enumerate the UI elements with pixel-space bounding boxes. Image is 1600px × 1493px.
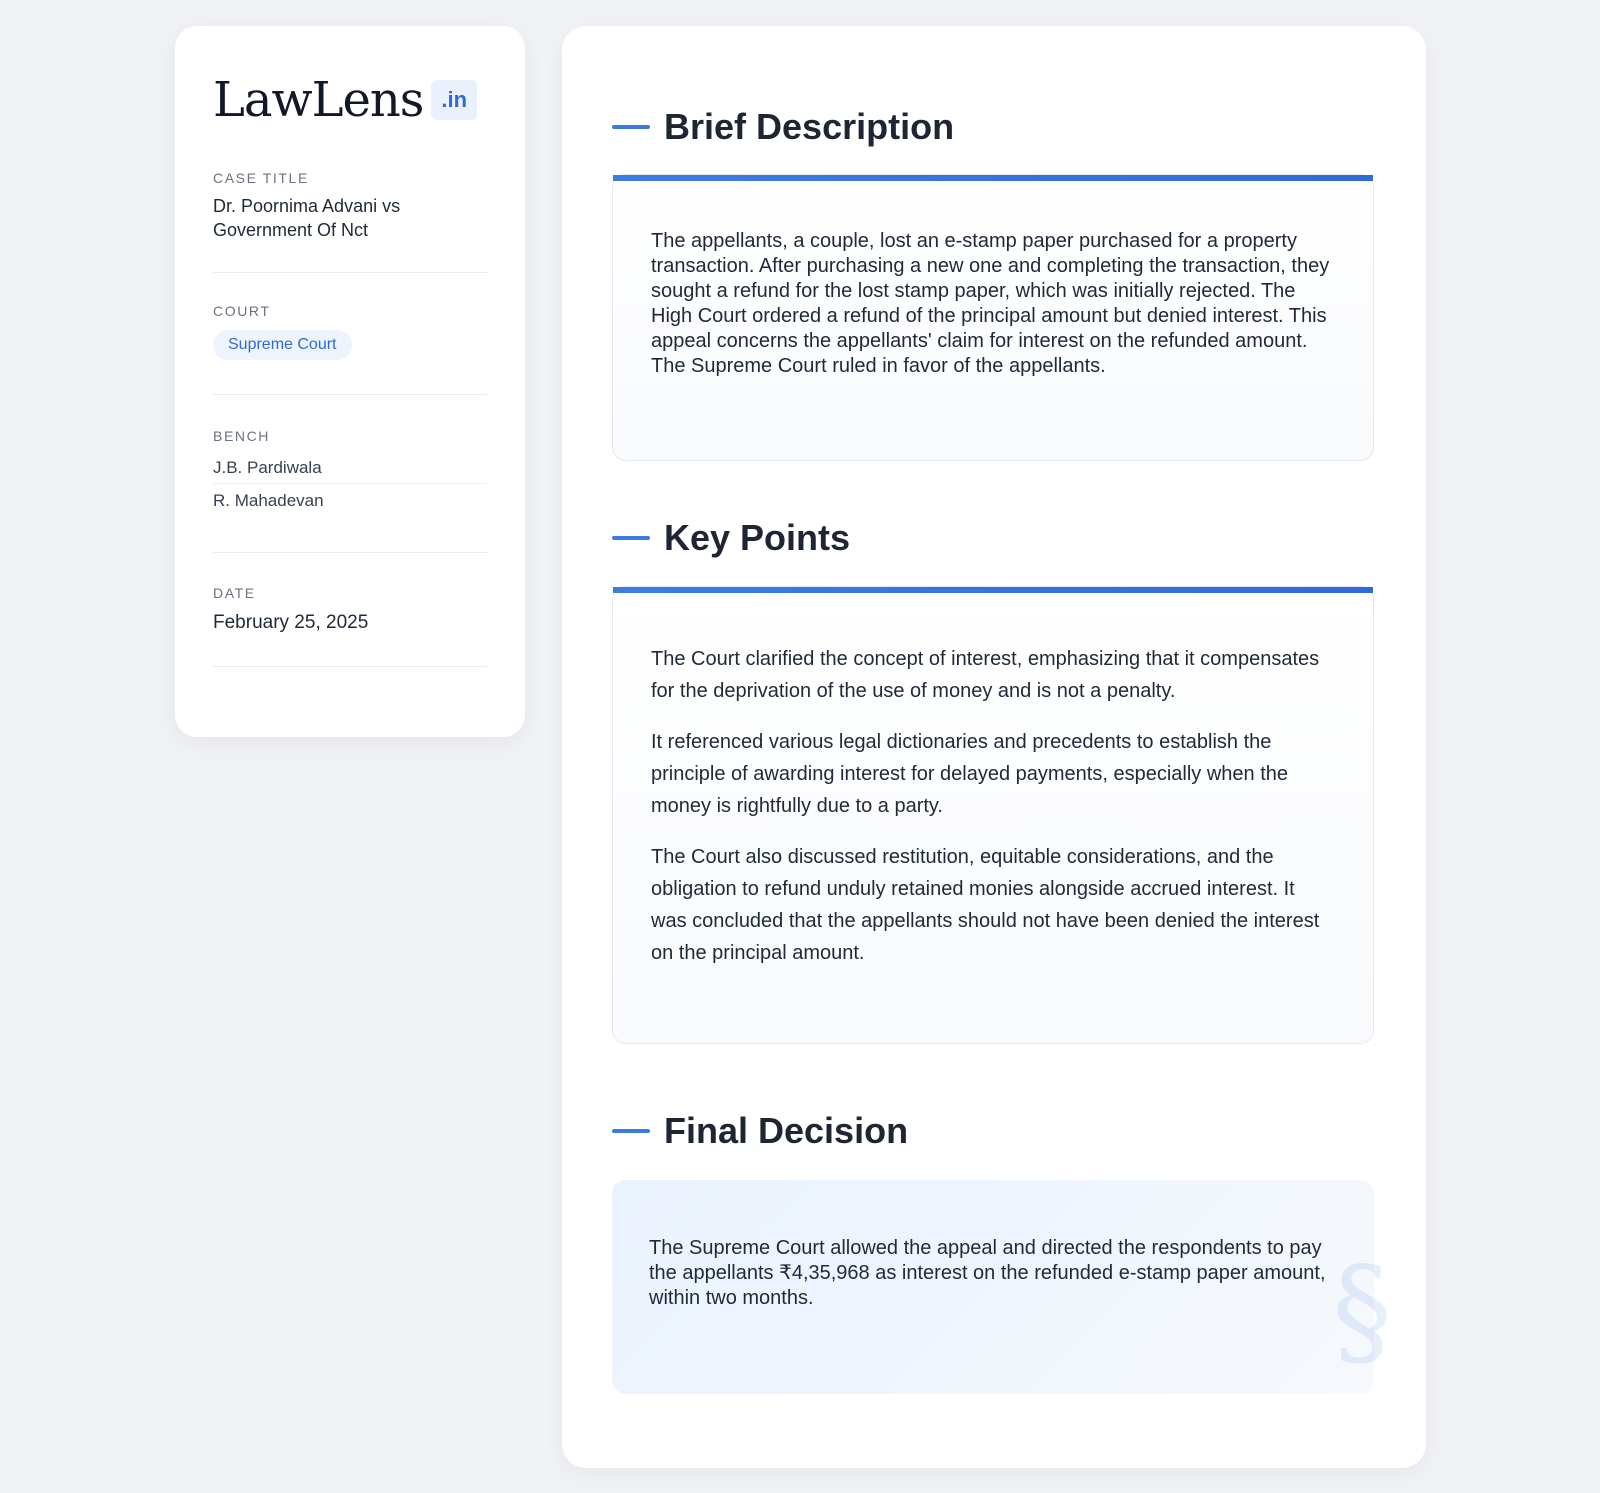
- key-points-heading-text: Key Points: [664, 517, 851, 558]
- bench-judge: R. Mahadevan: [213, 483, 487, 516]
- brand-logo[interactable]: [213, 70, 487, 130]
- heading-accent-line: [612, 125, 650, 129]
- date-section: [213, 553, 487, 667]
- brief-heading: [612, 106, 954, 148]
- date-value: February 25, 2025: [213, 612, 369, 633]
- decision-heading: [612, 1110, 908, 1152]
- brief-card: [612, 174, 1374, 461]
- case-title-section: [213, 170, 487, 273]
- key-point: The Court clarified the concept of interest, emphasizing that it compensates for the deprivation of the use of money and is not a penalty.: [651, 648, 1320, 702]
- key-points-card: [612, 586, 1374, 1044]
- section-sign-icon: §: [1332, 1242, 1392, 1381]
- brief-heading-text: Brief Description: [664, 106, 955, 147]
- case-title-value: Dr. Poornima Advani vs Government Of Nct: [213, 196, 401, 240]
- brief-text: The appellants, a couple, lost an e-stamp paper purchased for a property transaction. After purchasing a new one and completing the transaction, they sought a refund for the lost stamp paper, which was initially rejected. The High Court ordered a refund of the principal amount but denied interest. This appeal concerns the appellants' claim for interest on the refunded amount. The Supreme Court ruled in favor of the appellants.: [651, 230, 1330, 377]
- case-summary-panel: [562, 26, 1426, 1468]
- key-point: The Court also discussed restitution, equitable considerations, and the obligation to refund unduly retained monies alongside accrued interest. It was concluded that the appellants should not have been denied the interest on the principal amount.: [651, 846, 1320, 964]
- decision-card: [612, 1180, 1392, 1394]
- key-points-list: [613, 587, 1373, 969]
- bench-label: BENCH: [213, 428, 271, 444]
- brand-name: LawLens: [213, 72, 424, 128]
- court-section: [213, 273, 487, 395]
- date-label: DATE: [213, 585, 256, 601]
- decision-heading-text: Final Decision: [664, 1110, 909, 1151]
- bench-list: [213, 454, 487, 516]
- brand-tld-badge: .in: [431, 80, 477, 120]
- decision-text: The Supreme Court allowed the appeal and directed the respondents to pay the appellants ₹4,35,968 as interest on the refunded e-stamp paper amount, within two months.: [649, 1237, 1326, 1309]
- case-info-sidebar: [175, 26, 525, 737]
- bench-section: [213, 395, 487, 553]
- bench-judge: J.B. Pardiwala: [213, 458, 322, 477]
- key-point: It referenced various legal dictionaries and precedents to establish the principle of awarding interest for delayed payments, especially when the money is rightfully due to a party.: [651, 731, 1289, 817]
- case-title-label: CASE TITLE: [213, 170, 309, 186]
- heading-accent-line: [612, 1129, 650, 1133]
- court-label: COURT: [213, 303, 271, 319]
- card-accent-bar: [613, 175, 1373, 181]
- heading-accent-line: [612, 536, 650, 540]
- court-badge: Supreme Court: [213, 330, 352, 360]
- key-points-heading: [612, 517, 850, 559]
- card-accent-bar: [613, 587, 1373, 593]
